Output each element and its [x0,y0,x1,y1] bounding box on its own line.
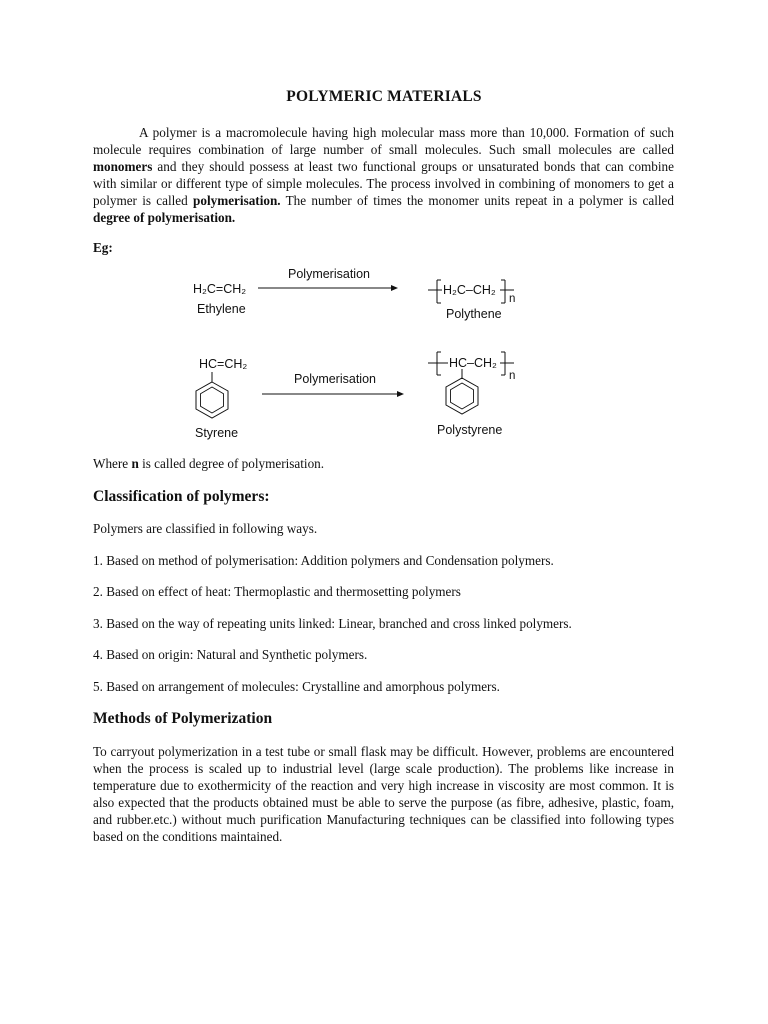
degree-note-pre: Where [93,456,132,471]
classification-heading: Classification of polymers: [93,488,270,505]
polystyrene-benzene-ring-icon [446,369,478,414]
intro-text-1: A polymer is a macromolecule having high molecular mass more than 10,000. Formation of such molecule requires combination of large number of small molecules. Such small molecules are called [93,125,674,157]
page-title: POLYMERIC MATERIALS [286,88,482,105]
classification-item-5: 5. Based on arrangement of molecules: Crystalline and amorphous polymers. [93,679,500,694]
classification-item-2: 2. Based on effect of heat: Thermoplastic and thermosetting polymers [93,584,461,599]
classification-item-4: 4. Based on origin: Natural and Synthetic polymers. [93,647,368,662]
ethylene-formula: H₂C=CH₂ [193,282,247,296]
classification-intro: Polymers are classified in following ways. [93,521,318,536]
degree-note [93,456,324,472]
classification-item-3: 3. Based on the way of repeating units linked: Linear, branched and cross linked polymers. [93,616,572,631]
polystyrene-formula: HC–CH₂ [449,356,497,370]
styrene-name: Styrene [195,426,239,440]
styrene-vinyl-group: HC=CH₂ [199,357,248,371]
example-label: Eg: [93,240,113,255]
intro-text-3: The number of times the monomer units repeat in a polymer is called [280,193,674,208]
term-polymerisation: polymerisation. [193,193,281,208]
arrow2-icon [262,391,404,397]
polythene-formula: H₂C–CH₂ [443,283,496,297]
degree-note-n: n [131,456,139,471]
styrene-benzene-ring-icon [196,372,228,418]
term-monomers: monomers [93,159,153,174]
classification-item-1: 1. Based on method of polymerisation: Addition polymers and Condensation polymers. [93,553,554,568]
term-degree-of-polymerisation: degree of polymerisation. [93,210,236,225]
polystyrene-repeat-n: n [509,370,516,382]
ethylene-name: Ethylene [197,302,246,316]
polystyrene-name: Polystyrene [437,423,503,437]
arrow2-label: Polymerisation [294,372,376,386]
methods-heading: Methods of Polymerization [93,710,273,727]
intro-text-2: and they should possess at least two functional groups or unsaturated bonds that can combine with similar or different type of simple molecules. The process involved in combining of monomers to get a polymer is called [93,159,674,208]
arrow1-label: Polymerisation [288,267,370,281]
arrow1-icon [258,285,398,291]
polythene-name: Polythene [446,307,502,321]
degree-note-post: is called degree of polymerisation. [138,456,325,471]
methods-paragraph: To carryout polymerization in a test tube or small flask may be difficult. However, problems are encountered when the process is scaled up to industrial level (large scale production). The problems like increase in temperature due to exothermicity of the reaction and very high increase in viscosity are most common. It is also expected that the products obtained must be able to serve the purpose (as fibre, adhesive, plastic, foam, and rubber.etc.) without much purification Manufacturing techniques can be classified into following types based on the conditions maintained. [93,744,674,844]
polythene-repeat-n: n [509,293,516,305]
